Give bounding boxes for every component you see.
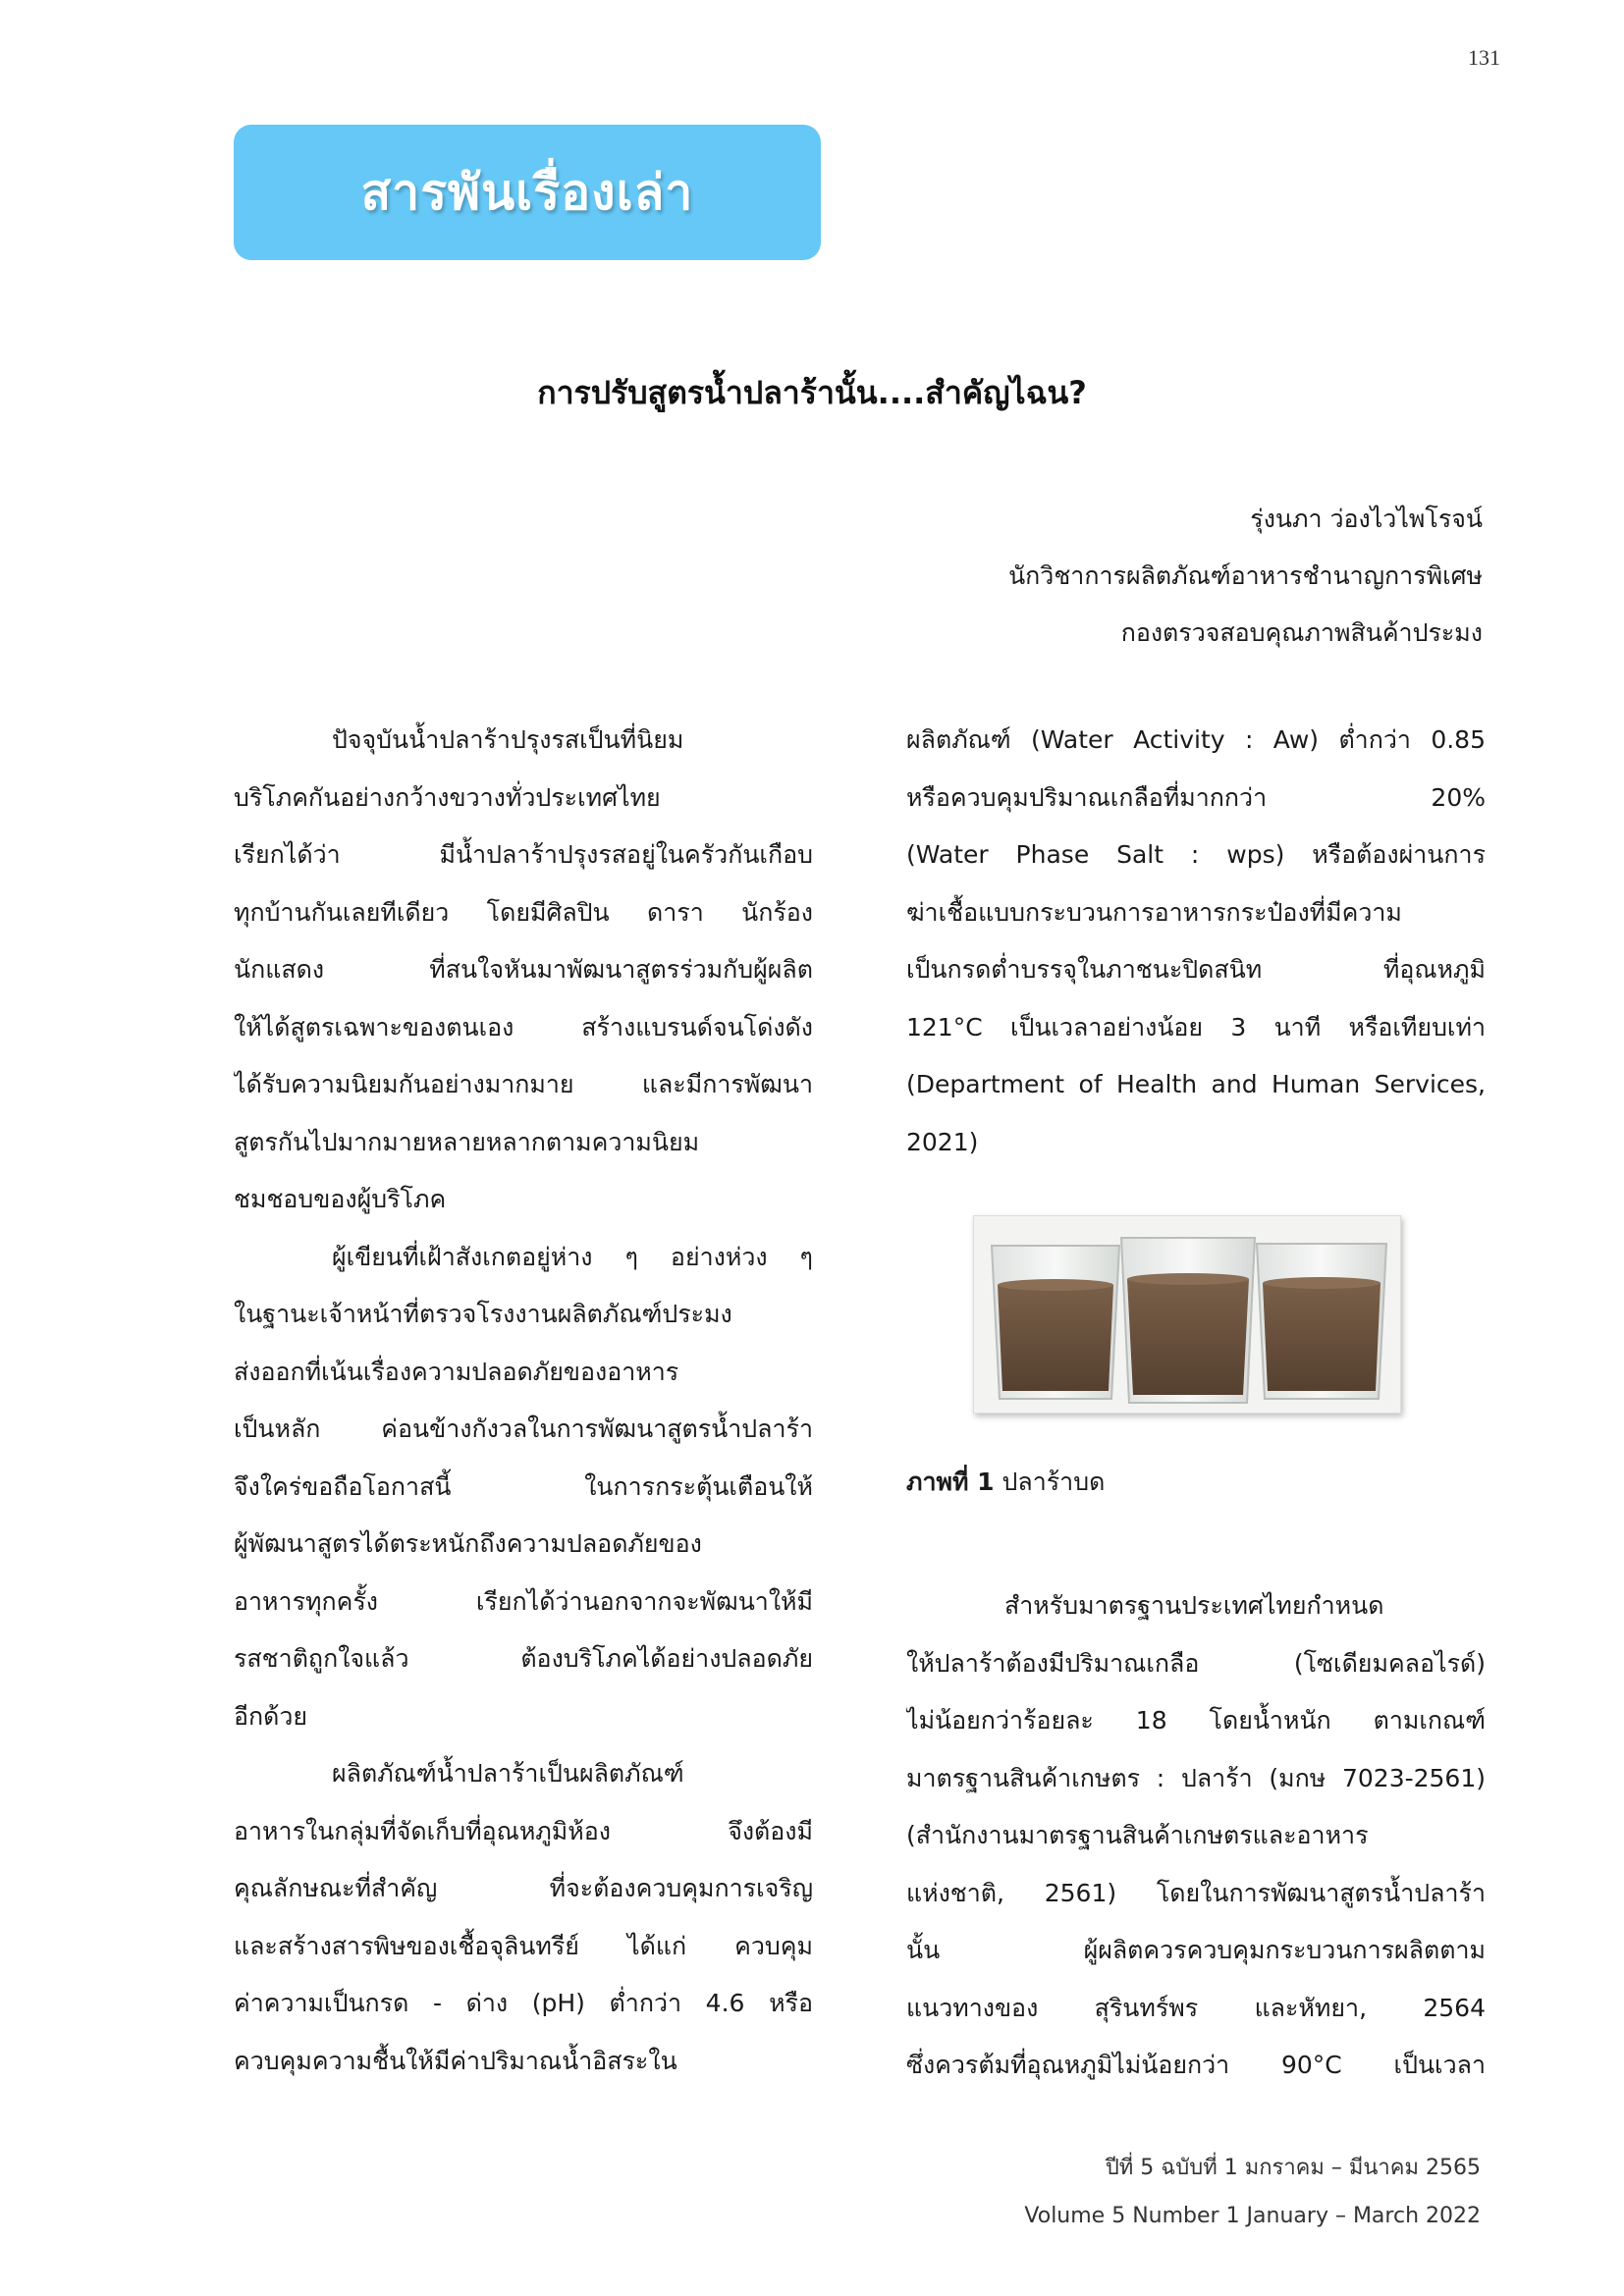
author-department: กองตรวจสอบคุณภาพสินค้าประมง	[1120, 618, 1483, 647]
text-line: อาหารทุกครั้ง เรียกได้ว่านอกจากจะพัฒนาให้มี	[234, 1586, 813, 1616]
text-line: สูตรกันไปมากมายหลายหลากตามความนิยม	[234, 1127, 700, 1156]
figure-caption	[906, 1463, 1105, 1502]
text-line: (สำนักงานมาตรฐานสินค้าเกษตรและอาหาร	[906, 1821, 1369, 1849]
text-line: ซึ่งควรต้มที่อุณหภูมิไม่น้อยกว่า 90°C เป็นเวลา	[906, 2051, 1486, 2079]
section-banner	[234, 125, 821, 260]
text-line: 2021)	[906, 1127, 979, 1156]
figure-label: ภาพที่ 1	[906, 1468, 995, 1496]
text-line: ทุกบ้านกันเลยทีเดียว โดยมีศิลปิน ดารา นักร้อง	[234, 897, 813, 927]
text-line: ผู้เขียนที่เฝ้าสังเกตอยู่ห่าง ๆ อย่างห่วง ๆ	[332, 1242, 813, 1271]
text-line: ปัจจุบันน้ำปลาร้าปรุงรสเป็นที่นิยม	[332, 725, 684, 754]
left-column	[234, 712, 813, 2090]
text-line: และสร้างสารพิษของเชื้อจุลินทรีย์ ได้แก่ ควบคุม	[234, 1931, 813, 1960]
text-line: เป็นหลัก ค่อนข้างกังวลในการพัฒนาสูตรน้ำปลาร้า	[234, 1415, 813, 1443]
text-line: แห่งชาติ, 2561) โดยในการพัฒนาสูตรน้ำปลาร้า	[906, 1878, 1486, 1907]
author-name: รุ่งนภา ว่องไวไพโรจน์	[1250, 505, 1483, 533]
text-line: ให้ได้สูตรเฉพาะของตนเอง สร้างแบรนด์จนโด่งดัง	[234, 1012, 813, 1041]
text-line: (Water Phase Salt : wps) หรือต้องผ่านการ	[906, 840, 1486, 869]
fermented-fish-photo	[973, 1215, 1401, 1414]
text-line: ไม่น้อยกว่าร้อยละ 18 โดยน้ำหนัก ตามเกณฑ์	[906, 1706, 1486, 1735]
text-line: ชมชอบของผู้บริโภค	[234, 1185, 447, 1213]
text-line: 121°C เป็นเวลาอย่างน้อย 3 นาที หรือเทียบเท่า	[906, 1012, 1486, 1041]
text-line: (Department of Health and Human Services,	[906, 1070, 1486, 1098]
text-line: ในฐานะเจ้าหน้าที่ตรวจโรงงานผลิตภัณฑ์ประมง	[234, 1300, 732, 1328]
text-line: บริโภคกันอย่างกว้างขวางทั่วประเทศไทย	[234, 782, 661, 812]
text-line: สำหรับมาตรฐานประเทศไทยกำหนด	[1004, 1591, 1384, 1620]
right-column-bottom	[906, 1577, 1486, 2095]
text-line: นักแสดง ที่สนใจหันมาพัฒนาสูตรร่วมกับผู้ผลิต	[234, 955, 813, 984]
text-line: คุณลักษณะที่สำคัญ ที่จะต้องควบคุมการเจริญ	[234, 1874, 813, 1902]
text-line: ฆ่าเชื้อแบบกระบวนการอาหารกระป๋องที่มีความ	[906, 897, 1402, 927]
text-line: ผลิตภัณฑ์น้ำปลาร้าเป็นผลิตภัณฑ์	[332, 1759, 684, 1788]
text-line: ผลิตภัณฑ์ (Water Activity : Aw) ต่ำกว่า 0.85	[906, 725, 1486, 754]
author-position: นักวิชาการผลิตภัณฑ์อาหารชำนาญการพิเศษ	[1008, 561, 1483, 590]
text-line: จึงใคร่ขอถือโอกาสนี้ ในการกระตุ้นเตือนให้	[234, 1471, 813, 1501]
text-line: หรือควบคุมปริมาณเกลือที่มากกว่า 20%	[906, 782, 1486, 812]
footer-english: Volume 5 Number 1 January – March 2022	[1024, 2204, 1481, 2228]
text-line: เป็นกรดต่ำบรรจุในภาชนะปิดสนิท ที่อุณหภูมิ	[906, 955, 1486, 984]
text-line: มาตรฐานสินค้าเกษตร : ปลาร้า (มกษ 7023-2561)	[906, 1763, 1486, 1792]
figure-text: ปลาร้าบด	[1001, 1468, 1106, 1496]
section-banner-text: สารพันเรื่องเล่า	[360, 163, 694, 221]
text-line: อีกด้วย	[234, 1701, 308, 1731]
text-line: อาหารในกลุ่มที่จัดเก็บที่อุณหภูมิห้อง จึงต้องมี	[234, 1816, 813, 1845]
text-line: เรียกได้ว่า มีน้ำปลาร้าปรุงรสอยู่ในครัวกันเกือบ	[234, 840, 813, 869]
author-block	[1008, 491, 1483, 662]
page-number: 131	[1468, 45, 1500, 70]
text-line: แนวทางของ สุรินทร์พร และหัทยา, 2564	[906, 1993, 1486, 2022]
text-line: ให้ปลาร้าต้องมีปริมาณเกลือ (โซเดียมคลอไรด์)	[906, 1648, 1486, 1678]
three-glasses-image	[974, 1216, 1400, 1413]
text-line: ควบคุมความชื้นให้มีค่าปริมาณน้ำอิสระใน	[234, 2046, 677, 2075]
footer-thai: ปีที่ 5 ฉบับที่ 1 มกราคม – มีนาคม 2565	[1105, 2156, 1481, 2180]
text-line: ค่าความเป็นกรด - ด่าง (pH) ต่ำกว่า 4.6 หรือ	[234, 1989, 813, 2017]
text-line: ผู้พัฒนาสูตรได้ตระหนักถึงความปลอดภัยของ	[234, 1529, 702, 1558]
text-line: ส่งออกที่เน้นเรื่องความปลอดภัยของอาหาร	[234, 1357, 679, 1386]
right-column-top	[906, 712, 1486, 1171]
text-line: ได้รับความนิยมกันอย่างมากมาย และมีการพัฒนา	[234, 1070, 813, 1098]
text-line: รสชาติถูกใจแล้ว ต้องบริโภคได้อย่างปลอดภัย	[234, 1644, 813, 1673]
article-title: การปรับสูตรน้ำปลาร้านั้น....สำคัญไฉน?	[537, 374, 1087, 411]
glass-3	[1257, 1244, 1386, 1399]
glass-1	[992, 1246, 1119, 1399]
text-line: นั้น ผู้ผลิตควรควบคุมกระบวนการผลิตตาม	[906, 1936, 1486, 1964]
glass-2	[1121, 1238, 1255, 1403]
